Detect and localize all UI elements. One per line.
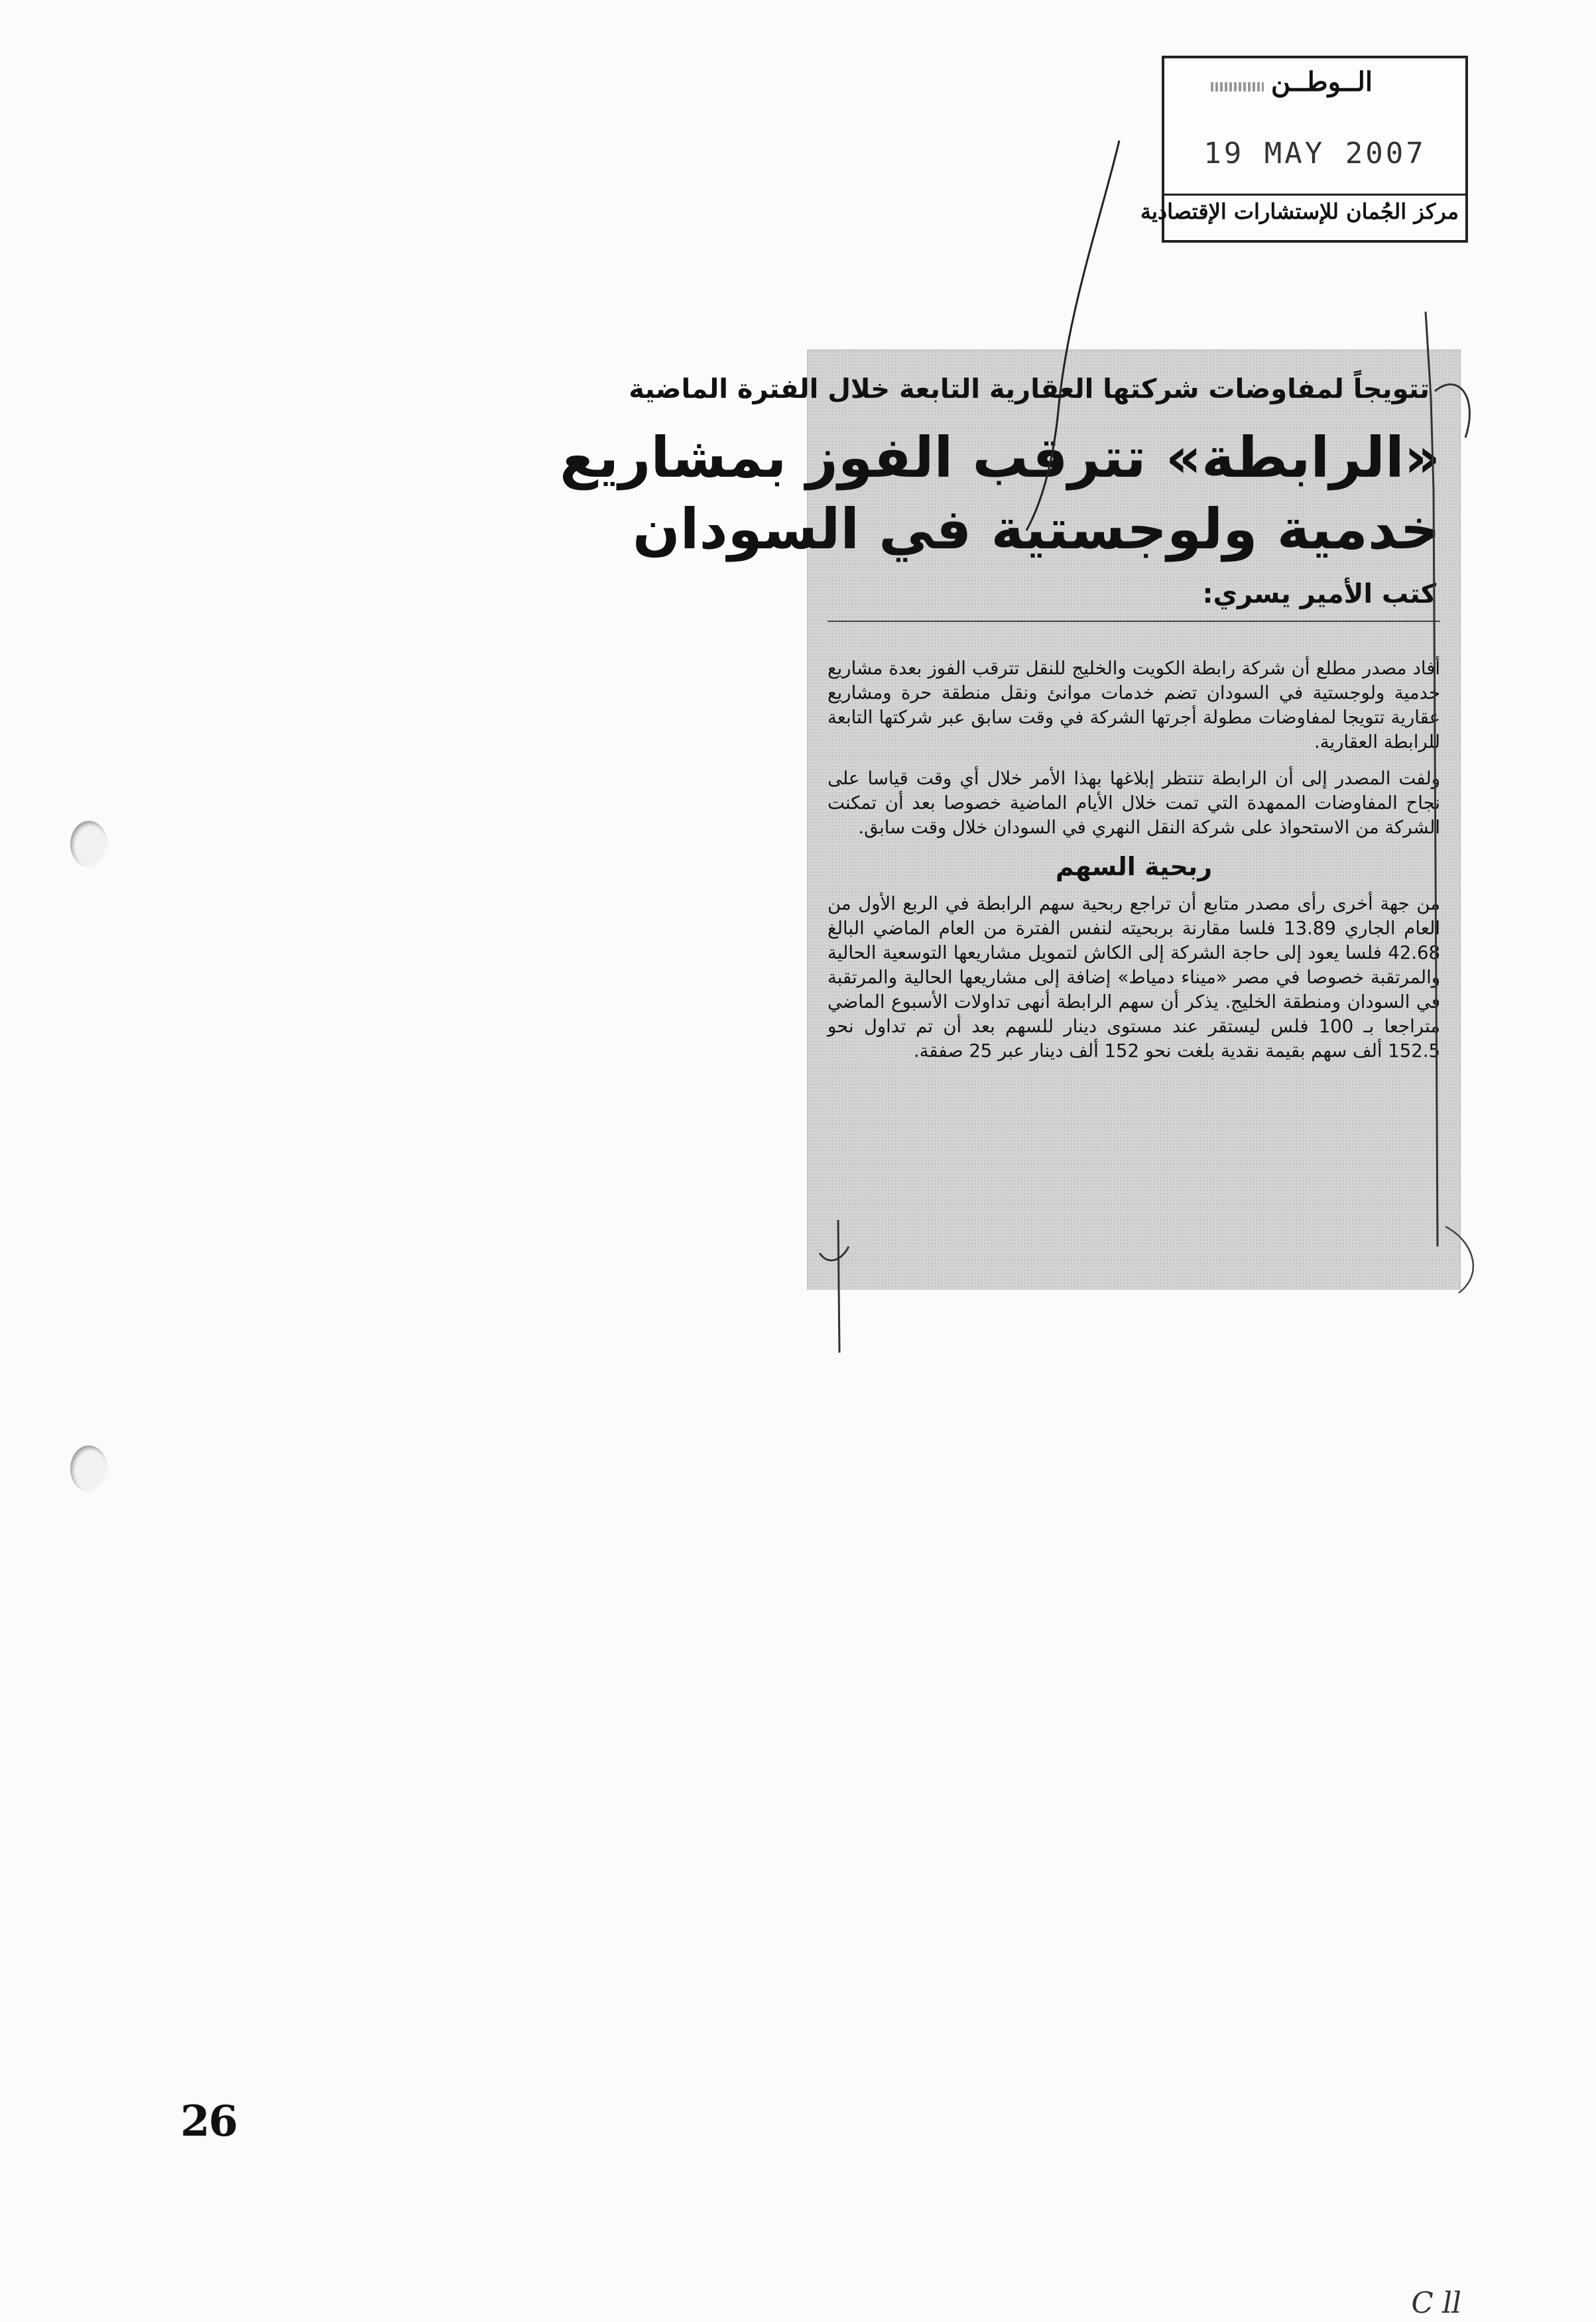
article-headline <box>560 422 1440 565</box>
punch-hole-top <box>70 821 107 867</box>
article-subheading: ربحية السهم <box>1055 852 1213 881</box>
newspaper-clipping <box>560 350 1460 1289</box>
page-number: 26 <box>180 2097 237 2146</box>
article-kicker: تتويجاً لمفاوضات شركتها العقارية التابعة خلال الفترة الماضية <box>629 374 1430 404</box>
handwritten-corner-mark: C ll <box>1408 2286 1465 2320</box>
stamp-brand-mark <box>1211 82 1264 92</box>
article-paragraph-1: أفاد مصدر مطلع أن شركة رابطة الكويت والخليج للنقل تترقب الفوز بعدة مشاريع خدمية ولوجستية في السودان تضم خدمات موانئ ونقل منطقة حرة ومشاريع عقارية تتويجا لمفاوضات مطولة أجرتها الشركة في وقت سابق عبر شركتها التابعة للرابطة العقارية. <box>828 658 1440 753</box>
headline-line-2: خدمية ولوجستية في السودان <box>632 497 1440 562</box>
byline-rule <box>828 621 1440 622</box>
stamp-date: 19 MAY 2007 <box>1203 137 1426 170</box>
stamp-center-name: مركز الجُمان للإستشارات الإقتصادية <box>1140 199 1459 224</box>
stamp-newspaper-name: الــوطــن <box>1270 66 1373 97</box>
article-paragraph-2: ولفت المصدر إلى أن الرابطة تنتظر إبلاغها بهذا الأمر خلال أي وقت قياسا على نجاح المفاوضات الممهدة التي تمت خلال الأيام الماضية خصوصا بعد أن تمكنت الشركة من الاستحواذ على شركة النقل النهري في السودان خلال وقت سابق. <box>828 768 1440 838</box>
article-paragraph-3: من جهة أخرى رأى مصدر متابع أن تراجع ربحية سهم الرابطة في الربع الأول من العام الجاري 13.89 فلسا مقارنة بربحيته لنفس الفترة من العام الماضي البالغ 42.68 فلسا يعود إلى حاجة الشركة إلى الكاش لتمويل مشاريعها التوسعية الحالية والمرتقبة خصوصا في مصر «ميناء دمياط» إضافة إلى مشاريعها الحالية والمرتقبة في السودان ومنطقة الخليج. يذكر أن سهم الرابطة أنهى تداولات الأسبوع الماضي متراجعا بـ 100 فلس ليستقر عند مستوى دينار للسهم بعد أن تم تداول نحو 152.5 ألف سهم بقيمة نقدية بلغت نحو 152 ألف دينار عبر 25 صفقة. <box>828 893 1440 1062</box>
newspaper-date-stamp <box>1140 56 1468 243</box>
stamp-divider <box>1164 194 1465 196</box>
article-byline: كتب الأمير يسري: <box>1202 579 1436 609</box>
headline-line-1: «الرابطة» تترقب الفوز بمشاريع <box>560 425 1440 490</box>
punch-hole-bottom <box>70 1445 107 1492</box>
